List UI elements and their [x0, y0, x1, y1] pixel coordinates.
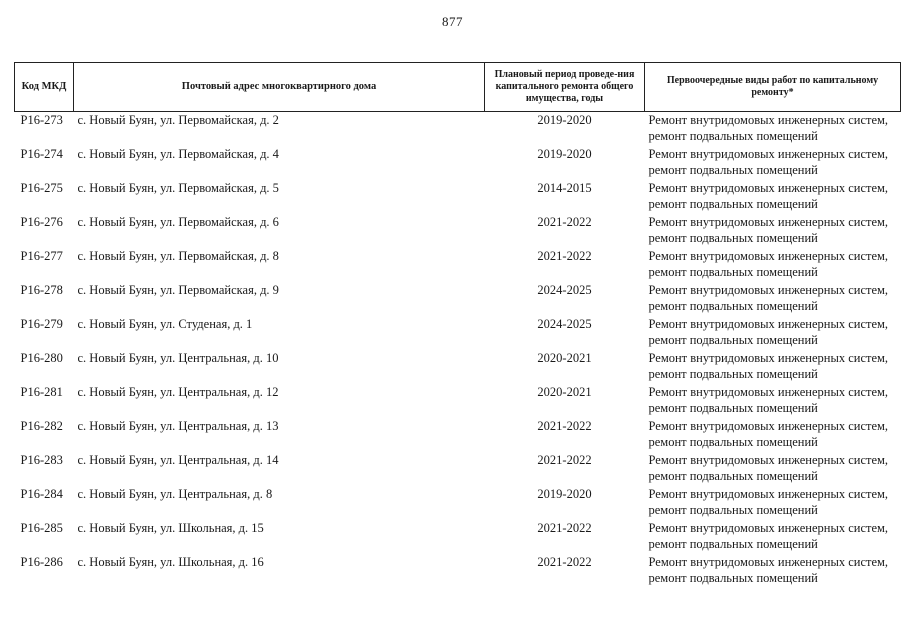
works-line: ремонт подвальных помещений	[648, 401, 818, 415]
works-line: Ремонт внутридомовых инженерных систем,	[648, 555, 889, 569]
cell-code: Р16-279	[20, 317, 63, 331]
cell-code: Р16-276	[20, 215, 63, 229]
cell-code: Р16-280	[20, 351, 63, 365]
cell-code: Р16-286	[20, 555, 63, 569]
cell-period: 2021-2022	[537, 419, 592, 433]
table-row	[15, 248, 901, 282]
cell-works	[645, 486, 901, 520]
cell-works	[645, 316, 901, 350]
cell-address: с. Новый Буян, ул. Центральная, д. 13	[77, 419, 279, 433]
cell-code: Р16-282	[20, 419, 63, 433]
cell-works	[645, 350, 901, 384]
table-body	[15, 112, 901, 589]
cell-code: Р16-283	[20, 453, 63, 467]
table-row	[15, 520, 901, 554]
cell-works	[645, 452, 901, 486]
table-row	[15, 316, 901, 350]
works-line: ремонт подвальных помещений	[648, 299, 818, 313]
works-line: ремонт подвальных помещений	[648, 469, 818, 483]
cell-period: 2014-2015	[537, 181, 592, 195]
table-row	[15, 180, 901, 214]
works-line: ремонт подвальных помещений	[648, 197, 818, 211]
cell-code: Р16-275	[20, 181, 63, 195]
cell-address: с. Новый Буян, ул. Центральная, д. 10	[77, 351, 279, 365]
works-line: ремонт подвальных помещений	[648, 129, 818, 143]
table-row	[15, 146, 901, 180]
cell-works	[645, 214, 901, 248]
cell-works	[645, 248, 901, 282]
cell-period: 2021-2022	[537, 521, 592, 535]
cell-period: 2021-2022	[537, 249, 592, 263]
cell-code: Р16-284	[20, 487, 63, 501]
cell-period: 2021-2022	[537, 453, 592, 467]
works-line: Ремонт внутридомовых инженерных систем,	[648, 283, 889, 297]
header-row	[15, 63, 901, 112]
table-row	[15, 452, 901, 486]
works-line: Ремонт внутридомовых инженерных систем,	[648, 249, 889, 263]
housing-register-table	[14, 62, 901, 588]
cell-address: с. Новый Буян, ул. Первомайская, д. 8	[77, 249, 279, 263]
works-line: Ремонт внутридомовых инженерных систем,	[648, 487, 889, 501]
works-line: Ремонт внутридомовых инженерных систем,	[648, 453, 889, 467]
table-row	[15, 554, 901, 588]
table-row	[15, 282, 901, 316]
cell-code: Р16-278	[20, 283, 63, 297]
table-header	[15, 63, 901, 112]
cell-code: Р16-274	[20, 147, 63, 161]
works-line: Ремонт внутридомовых инженерных систем,	[648, 385, 889, 399]
cell-works	[645, 282, 901, 316]
cell-code: Р16-277	[20, 249, 63, 263]
header-works: Первоочередные виды работ по капитальному ремонту*	[645, 63, 901, 112]
cell-address: с. Новый Буян, ул. Центральная, д. 12	[77, 385, 279, 399]
cell-works	[645, 418, 901, 452]
cell-works	[645, 112, 901, 147]
works-line: Ремонт внутридомовых инженерных систем,	[648, 351, 889, 365]
cell-works	[645, 520, 901, 554]
cell-code: Р16-273	[20, 113, 63, 127]
cell-period: 2019-2020	[537, 113, 592, 127]
header-period: Плановый период проведе-ния капитального ремонта общего имущества, годы	[485, 63, 645, 112]
cell-period: 2020-2021	[537, 385, 592, 399]
cell-works	[645, 146, 901, 180]
cell-works	[645, 180, 901, 214]
works-line: ремонт подвальных помещений	[648, 231, 818, 245]
works-line: ремонт подвальных помещений	[648, 333, 818, 347]
cell-address: с. Новый Буян, ул. Первомайская, д. 2	[77, 113, 279, 127]
works-line: Ремонт внутридомовых инженерных систем,	[648, 317, 889, 331]
cell-address: с. Новый Буян, ул. Школьная, д. 16	[77, 555, 264, 569]
works-line: Ремонт внутридомовых инженерных систем,	[648, 113, 889, 127]
cell-period: 2019-2020	[537, 147, 592, 161]
table-row	[15, 486, 901, 520]
cell-code: Р16-281	[20, 385, 63, 399]
works-line: Ремонт внутридомовых инженерных систем,	[648, 147, 889, 161]
works-line: ремонт подвальных помещений	[648, 435, 818, 449]
table-row	[15, 214, 901, 248]
header-code: Код МКД	[15, 63, 74, 112]
cell-address: с. Новый Буян, ул. Центральная, д. 8	[77, 487, 273, 501]
table-row	[15, 112, 901, 147]
works-line: ремонт подвальных помещений	[648, 367, 818, 381]
cell-period: 2021-2022	[537, 555, 592, 569]
cell-address: с. Новый Буян, ул. Первомайская, д. 6	[77, 215, 279, 229]
works-line: ремонт подвальных помещений	[648, 265, 818, 279]
cell-code: Р16-285	[20, 521, 63, 535]
page-number: 877	[442, 14, 463, 29]
cell-period: 2024-2025	[537, 283, 592, 297]
cell-period: 2024-2025	[537, 317, 592, 331]
cell-address: с. Новый Буян, ул. Школьная, д. 15	[77, 521, 264, 535]
works-line: ремонт подвальных помещений	[648, 503, 818, 517]
works-line: Ремонт внутридомовых инженерных систем,	[648, 215, 889, 229]
works-line: ремонт подвальных помещений	[648, 571, 818, 585]
table-row	[15, 384, 901, 418]
works-line: Ремонт внутридомовых инженерных систем,	[648, 521, 889, 535]
cell-address: с. Новый Буян, ул. Центральная, д. 14	[77, 453, 279, 467]
cell-address: с. Новый Буян, ул. Студеная, д. 1	[77, 317, 253, 331]
header-address: Почтовый адрес многоквартирного дома	[74, 63, 485, 112]
cell-period: 2019-2020	[537, 487, 592, 501]
works-line: Ремонт внутридомовых инженерных систем,	[648, 419, 889, 433]
table-row	[15, 418, 901, 452]
cell-address: с. Новый Буян, ул. Первомайская, д. 9	[77, 283, 279, 297]
works-line: ремонт подвальных помещений	[648, 163, 818, 177]
cell-address: с. Новый Буян, ул. Первомайская, д. 5	[77, 181, 279, 195]
cell-works	[645, 384, 901, 418]
table-row	[15, 350, 901, 384]
works-line: Ремонт внутридомовых инженерных систем,	[648, 181, 889, 195]
cell-period: 2021-2022	[537, 215, 592, 229]
cell-period: 2020-2021	[537, 351, 592, 365]
cell-address: с. Новый Буян, ул. Первомайская, д. 4	[77, 147, 279, 161]
cell-works	[645, 554, 901, 588]
works-line: ремонт подвальных помещений	[648, 537, 818, 551]
